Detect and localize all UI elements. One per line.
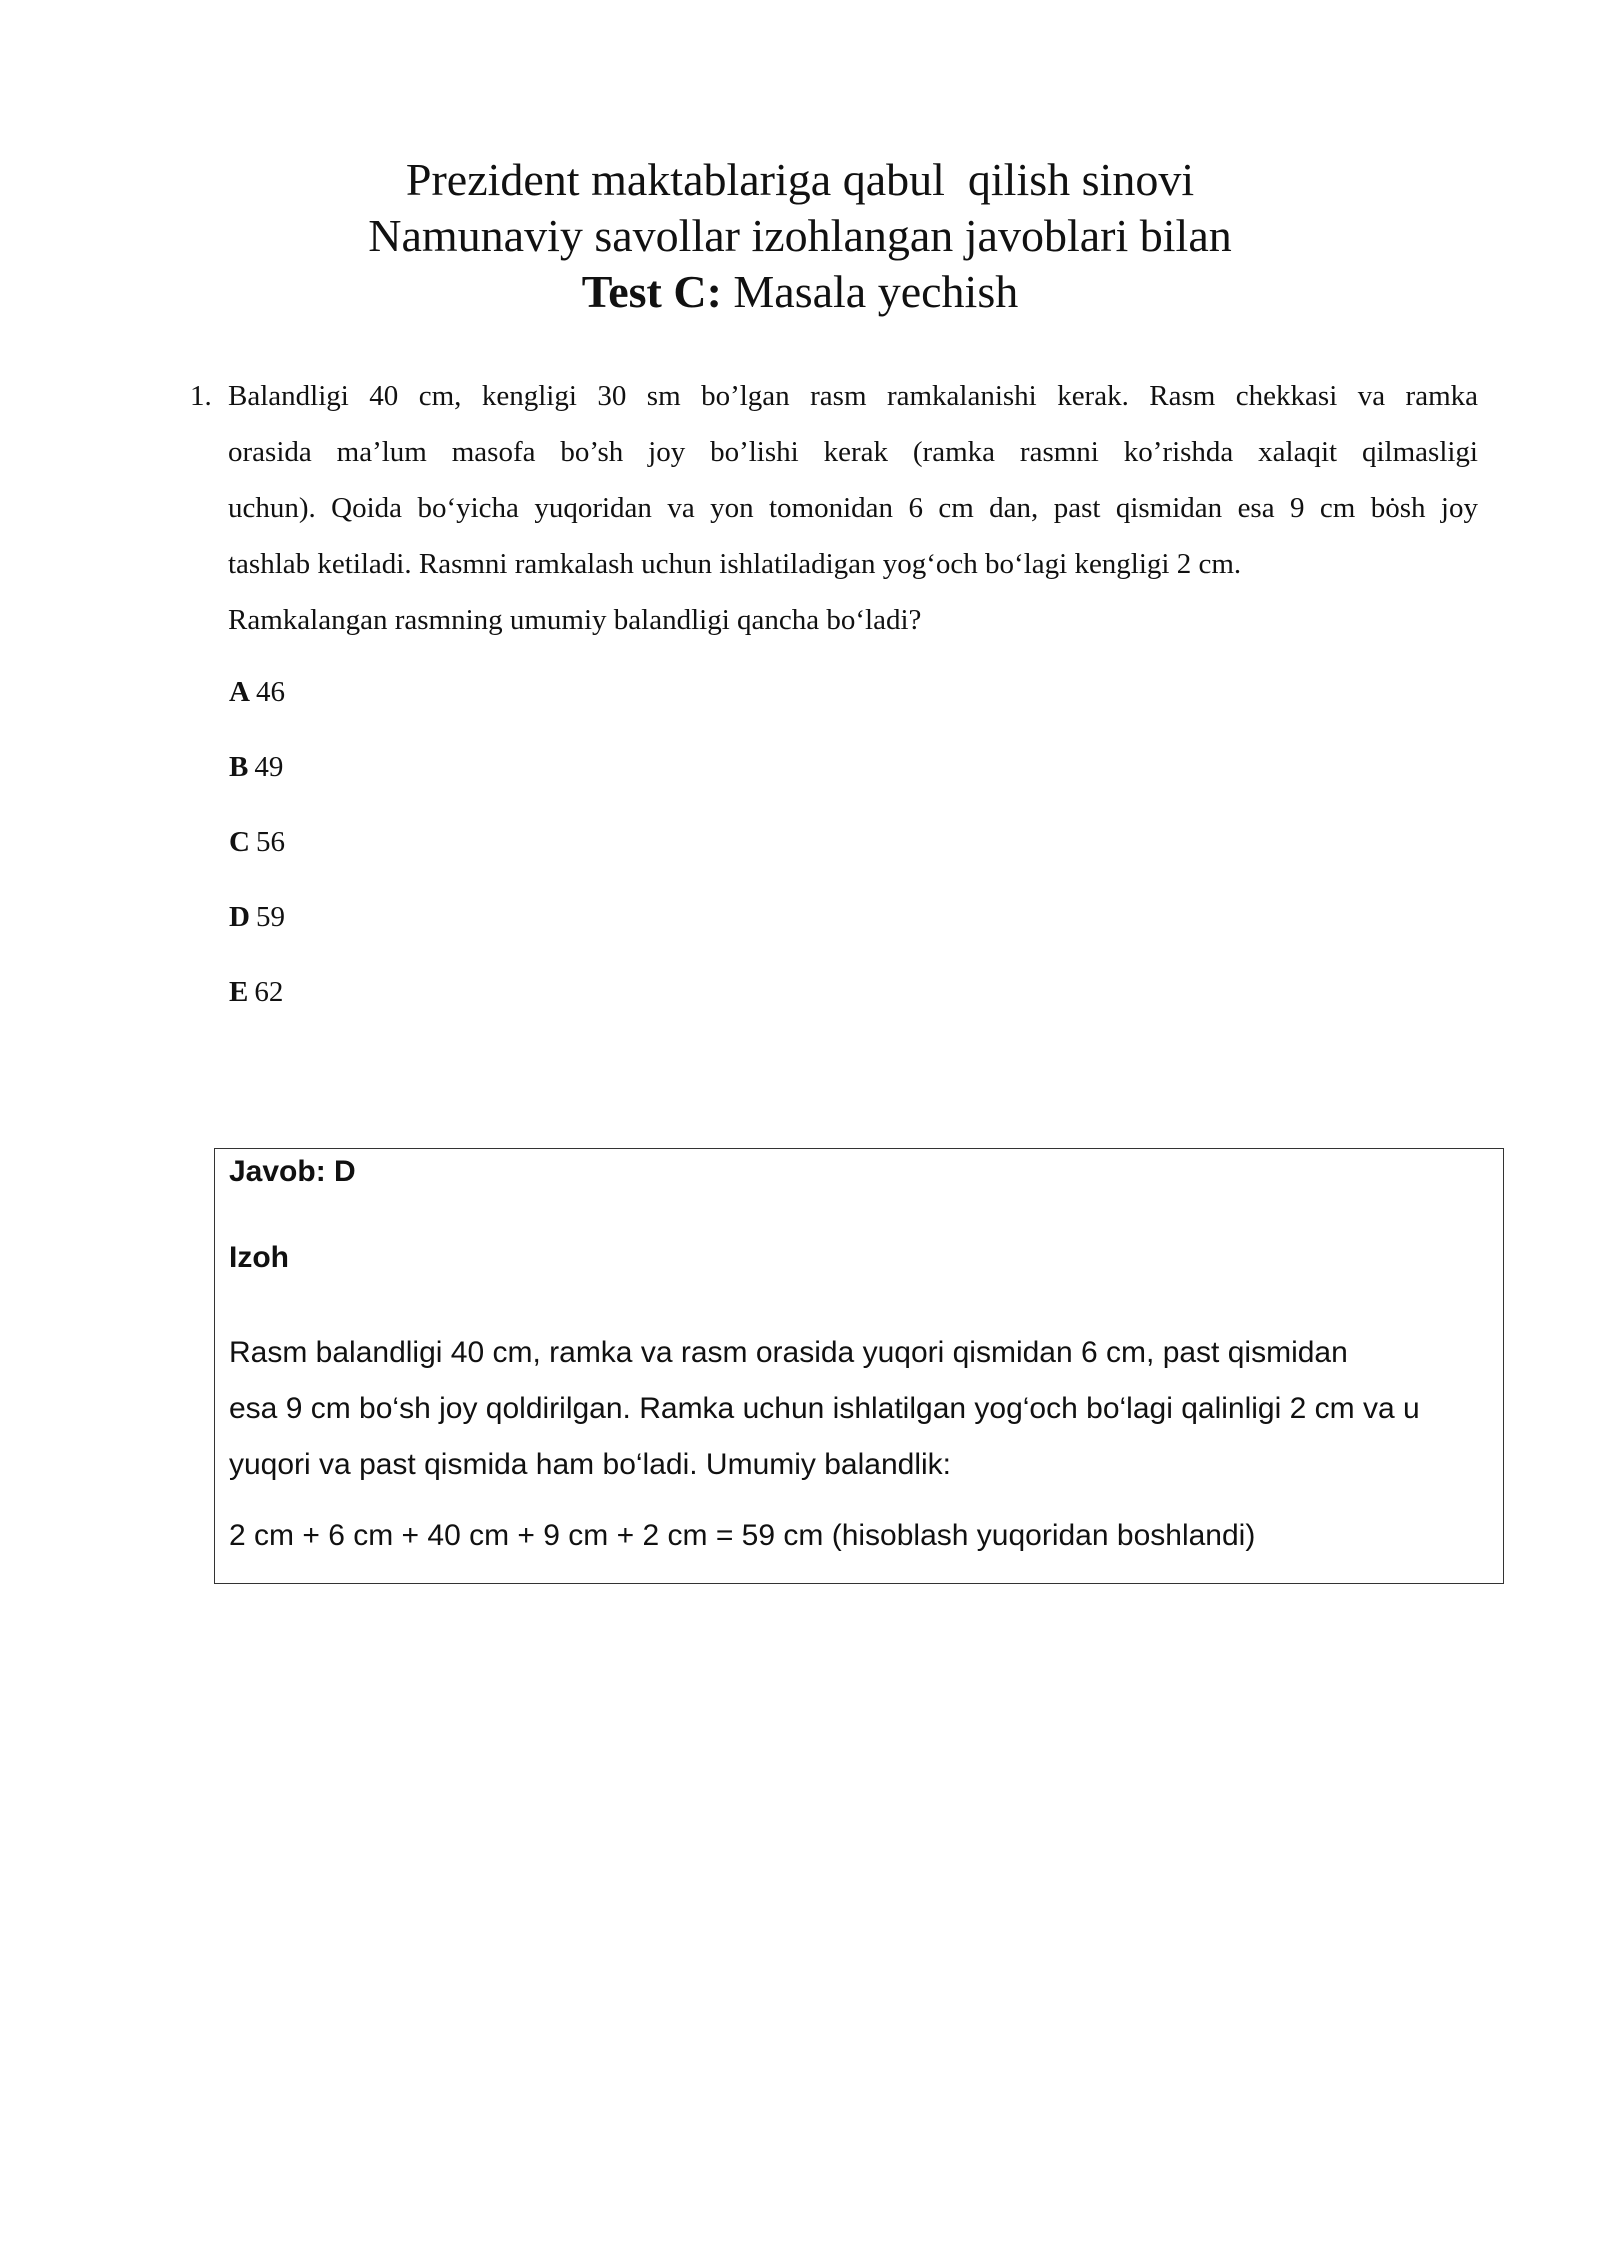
- option-e: [229, 972, 285, 1047]
- question-line: tashlab ketiladi. Rasmni ramkalash uchun ishlatiladigan yog‘och bo‘lagi kengligi 2 cm.: [228, 548, 1242, 580]
- explanation-line: yuqori va past qismida ham bo‘ladi. Umumiy balandlik:: [229, 1448, 951, 1481]
- question-number: 1.: [190, 380, 212, 412]
- explanation-formula: 2 cm + 6 cm + 40 cm + 9 cm + 2 cm = 59 cm (hisoblash yuqoridan boshlandi): [229, 1519, 1256, 1552]
- question-text: [228, 368, 1478, 648]
- option-value: 62: [254, 976, 284, 1008]
- question-line: Ramkalangan rasmning umumiy balandligi qancha bo‘ladi?: [228, 604, 922, 636]
- header-title-line2: Namunaviy savollar izohlangan javoblari bilan: [368, 210, 1232, 261]
- answer-explanation-box: [214, 1148, 1504, 1584]
- header-title-line3: [0, 264, 1600, 320]
- answer-options: [229, 672, 285, 1047]
- question-line: uchun). Qoida bo‘yicha yuqoridan va yon tomonidan 6 cm dan, past qismidan esa 9 cm bȯsh joy: [228, 492, 1478, 524]
- document-header: [0, 152, 1600, 320]
- option-letter: B: [229, 751, 249, 783]
- explanation-line: Rasm balandligi 40 cm, ramka va rasm orasida yuqori qismidan 6 cm, past qismidan: [229, 1336, 1348, 1369]
- option-value: 46: [255, 676, 285, 708]
- option-value: 56: [255, 826, 285, 858]
- explanation-text: [229, 1325, 1489, 1493]
- option-a: [229, 672, 285, 747]
- header-title-line1: Prezident maktablariga qabul qilish sinovi: [405, 154, 1195, 205]
- option-letter: D: [229, 901, 250, 933]
- test-label: Test C:: [581, 266, 722, 317]
- option-letter: E: [229, 976, 249, 1008]
- question-line: Balandligi 40 cm, kengligi 30 sm bo’lgan rasm ramkalanishi kerak. Rasm chekkasi va ramka: [228, 380, 1478, 412]
- explanation-line: esa 9 cm bo‘sh joy qoldirilgan. Ramka uchun ishlatilgan yog‘och bo‘lagi qalinligi 2 cm va u: [229, 1392, 1420, 1425]
- option-value: 59: [255, 901, 285, 933]
- option-d: [229, 897, 285, 972]
- option-letter: C: [229, 826, 250, 858]
- question-line: orasida ma’lum masofa bo’sh joy bo’lishi kerak (ramka rasmni ko’rishda xalaqit qilmasligi: [228, 436, 1478, 468]
- option-c: [229, 822, 285, 897]
- option-letter: A: [229, 676, 250, 708]
- explanation-label: Izoh: [229, 1241, 289, 1274]
- question-1: [190, 368, 1480, 648]
- answer-title: Javob: D: [229, 1155, 356, 1188]
- test-subject: Masala yechish: [721, 266, 1019, 317]
- option-value: 49: [254, 751, 284, 783]
- option-b: [229, 747, 285, 822]
